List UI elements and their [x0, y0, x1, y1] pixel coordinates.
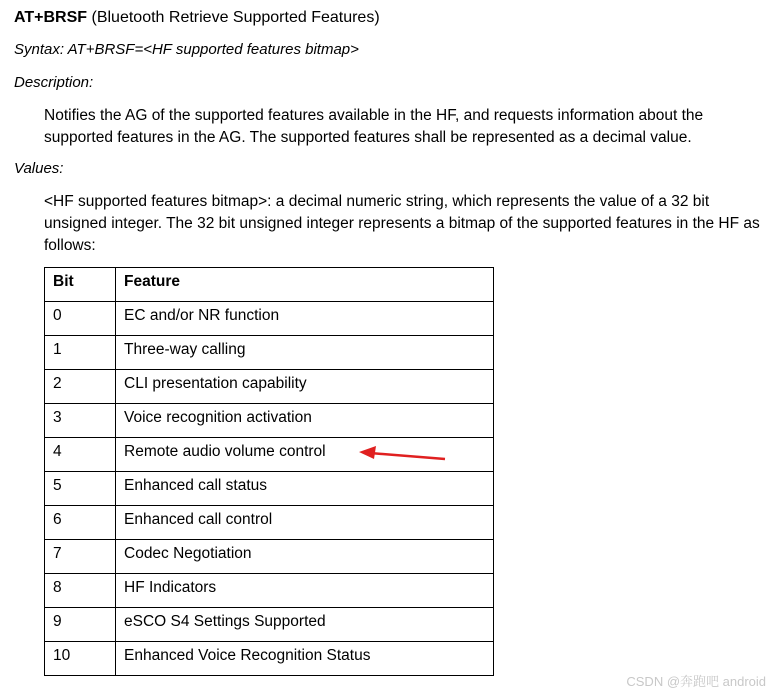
- column-header-bit: Bit: [45, 268, 116, 302]
- feature-cell: Enhanced Voice Recognition Status: [116, 642, 494, 676]
- command-heading: [14, 9, 380, 27]
- bit-cell: 4: [45, 438, 116, 472]
- bit-cell: 3: [45, 404, 116, 438]
- table-row: [45, 642, 494, 676]
- table-header-row: [45, 268, 494, 302]
- red-arrow-icon: [350, 440, 450, 470]
- table-row: [45, 302, 494, 336]
- table-row: [45, 574, 494, 608]
- feature-cell: HF Indicators: [116, 574, 494, 608]
- command-title: (Bluetooth Retrieve Supported Features): [91, 9, 380, 26]
- bit-cell: 8: [45, 574, 116, 608]
- table-row: [45, 506, 494, 540]
- table-row: [45, 608, 494, 642]
- bit-cell: 9: [45, 608, 116, 642]
- bit-cell: 5: [45, 472, 116, 506]
- values-label: Values:: [14, 160, 64, 177]
- column-header-feature: Feature: [116, 268, 494, 302]
- bit-cell: 7: [45, 540, 116, 574]
- feature-cell: Enhanced call status: [116, 472, 494, 506]
- feature-cell: CLI presentation capability: [116, 370, 494, 404]
- bit-cell: 1: [45, 336, 116, 370]
- bit-cell: 6: [45, 506, 116, 540]
- table-row: [45, 370, 494, 404]
- features-table: [44, 267, 494, 676]
- command-name: AT+BRSF: [14, 9, 88, 26]
- feature-cell: Enhanced call control: [116, 506, 494, 540]
- feature-cell: Voice recognition activation: [116, 404, 494, 438]
- bit-cell: 10: [45, 642, 116, 676]
- values-text: <HF supported features bitmap>: a decimal numeric string, which represents the value of a 32 bit unsigned integer. The 32 bit unsigned integer represents a bitmap of the supported features in the HF as follows:: [44, 193, 760, 254]
- feature-cell: EC and/or NR function: [116, 302, 494, 336]
- bit-cell: 2: [45, 370, 116, 404]
- feature-cell: eSCO S4 Settings Supported: [116, 608, 494, 642]
- feature-cell: Codec Negotiation: [116, 540, 494, 574]
- feature-cell: Three-way calling: [116, 336, 494, 370]
- bit-cell: 0: [45, 302, 116, 336]
- description-text: Notifies the AG of the supported features available in the HF, and requests information about the supported features in the AG. The supported features shall be represented as a decimal value.: [44, 107, 704, 146]
- syntax-line: Syntax: AT+BRSF=<HF supported features bitmap>: [14, 41, 359, 58]
- table-row: [45, 472, 494, 506]
- feature-cell: Remote audio volume control: [116, 438, 494, 472]
- table-row: [45, 336, 494, 370]
- table-row: [45, 540, 494, 574]
- table-row: [45, 404, 494, 438]
- description-label: Description:: [14, 74, 94, 91]
- watermark: CSDN @奔跑吧 android: [626, 674, 766, 689]
